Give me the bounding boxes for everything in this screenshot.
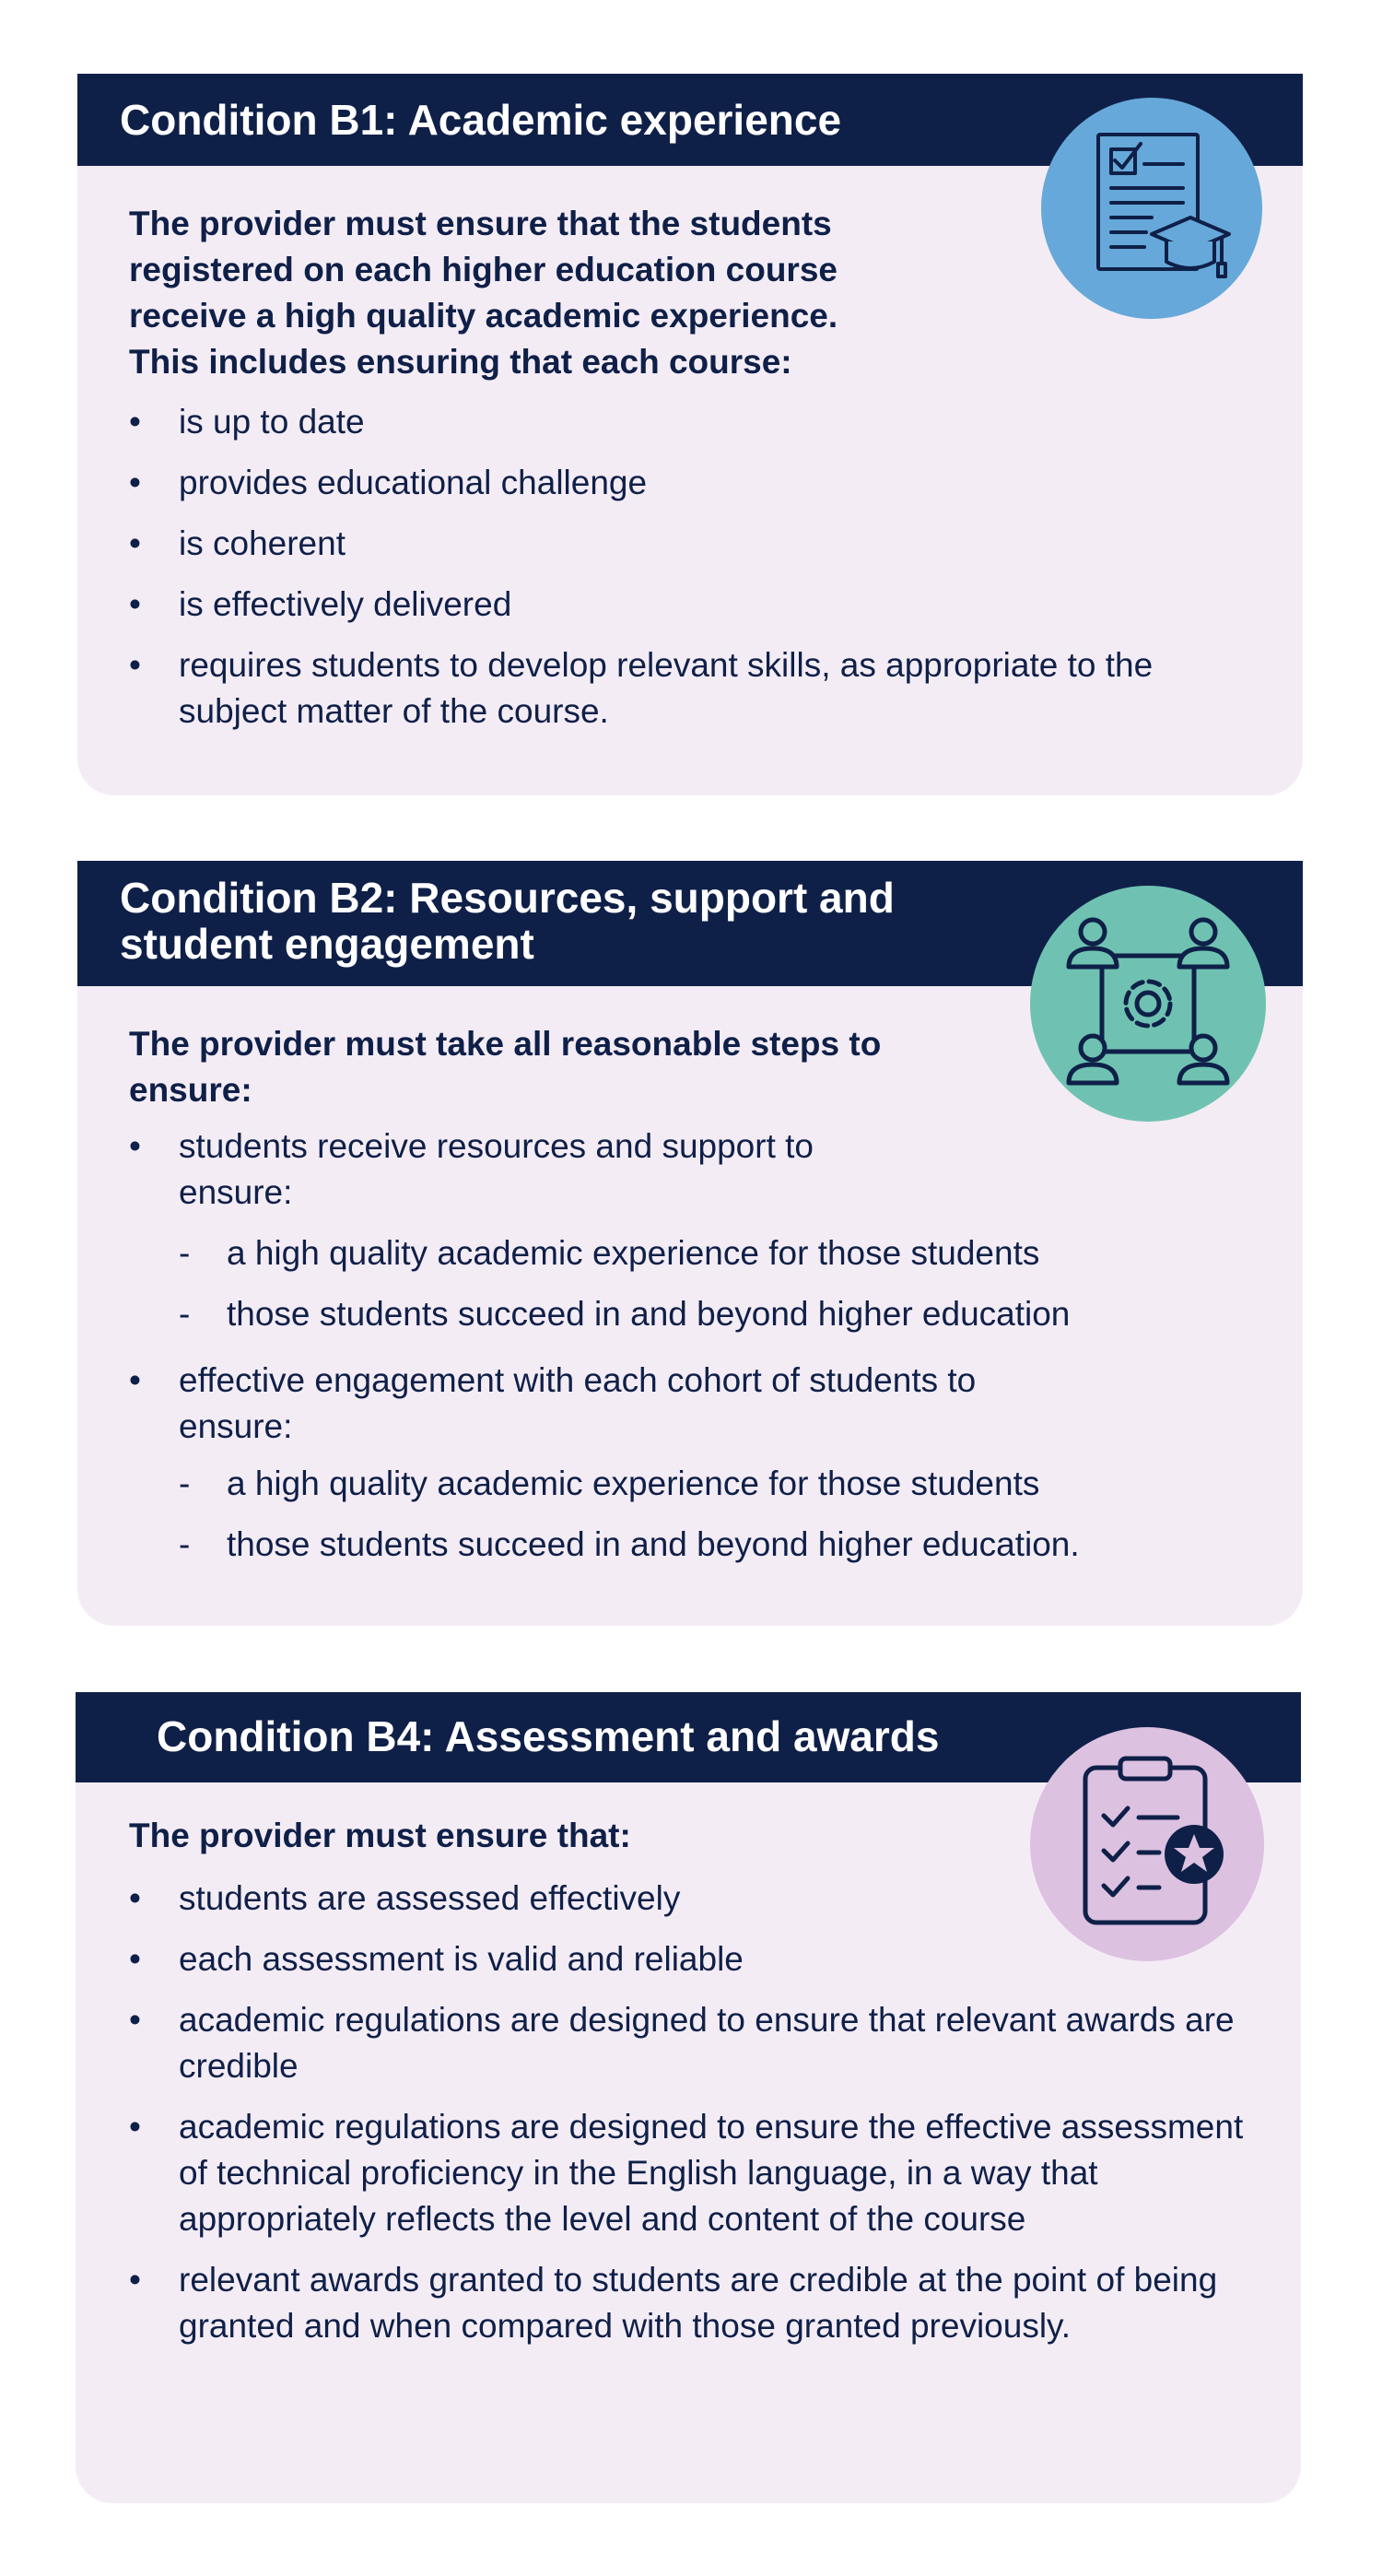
condition-b1-intro: The provider must ensure that the students registered on each higher education course receive a high quality academic experience. This includes ensuring that each course: [129,205,838,381]
people-network-gear-icon [1030,886,1266,1122]
condition-b4-list [129,1876,1253,2349]
condition-b2-intro: The provider must take all reasonable steps to ensure: [129,1025,882,1109]
list-item: • academic regulations are designed to ensure the effective assessment of technical proficiency in the English language, in a way that appropriately reflects the level and content of the course [129,2108,1244,2238]
list-item: • is effectively delivered [129,585,512,623]
list-item: • is coherent [129,524,346,562]
document-graduation-cap-icon [1041,98,1262,319]
condition-b4-title: Condition B4: Assessment and awards [157,1712,940,1760]
sub-list-item: - those students succeed in and beyond higher education. [179,1525,1080,1563]
list-item: • students receive resources and support to ensure: - a high quality academic experience for those students - those students succeed in and beyond higher education [129,1123,1262,1337]
sub-list [179,1461,1262,1568]
condition-b1-list [129,399,1262,735]
condition-b2-title: Condition B2: Resources, support and student engagement [120,874,895,968]
condition-b2-list [129,1123,1262,1568]
list-item: • each assessment is valid and reliable [129,1940,744,1978]
condition-b1-card [77,74,1303,795]
list-item: • students are assessed effectively [129,1879,681,1917]
condition-b1-title: Condition B1: Academic experience [120,96,842,144]
sub-list-item: - those students succeed in and beyond higher education [179,1295,1071,1333]
list-item: • effective engagement with each cohort of students to ensure: - a high quality academic experience for those students - those students succeed in and beyond higher education. [129,1358,1262,1568]
list-item: • provides educational challenge [129,464,648,501]
list-item: • academic regulations are designed to ensure that relevant awards are credible [129,2001,1235,2085]
sub-list-item: - a high quality academic experience for those students [179,1464,1040,1502]
list-item: • relevant awards granted to students are credible at the point of being granted and when compared with those granted previously. [129,2261,1218,2345]
list-item: • requires students to develop relevant skills, as appropriate to the subject matter of the course. [129,646,1154,730]
condition-b4-intro: The provider must ensure that: [129,1817,631,1854]
condition-b4-card [76,1692,1301,2503]
sub-list-item: - a high quality academic experience for those students [179,1234,1040,1272]
list-item: • is up to date [129,403,365,441]
condition-b2-card [77,861,1303,1626]
sub-list [179,1230,1262,1337]
